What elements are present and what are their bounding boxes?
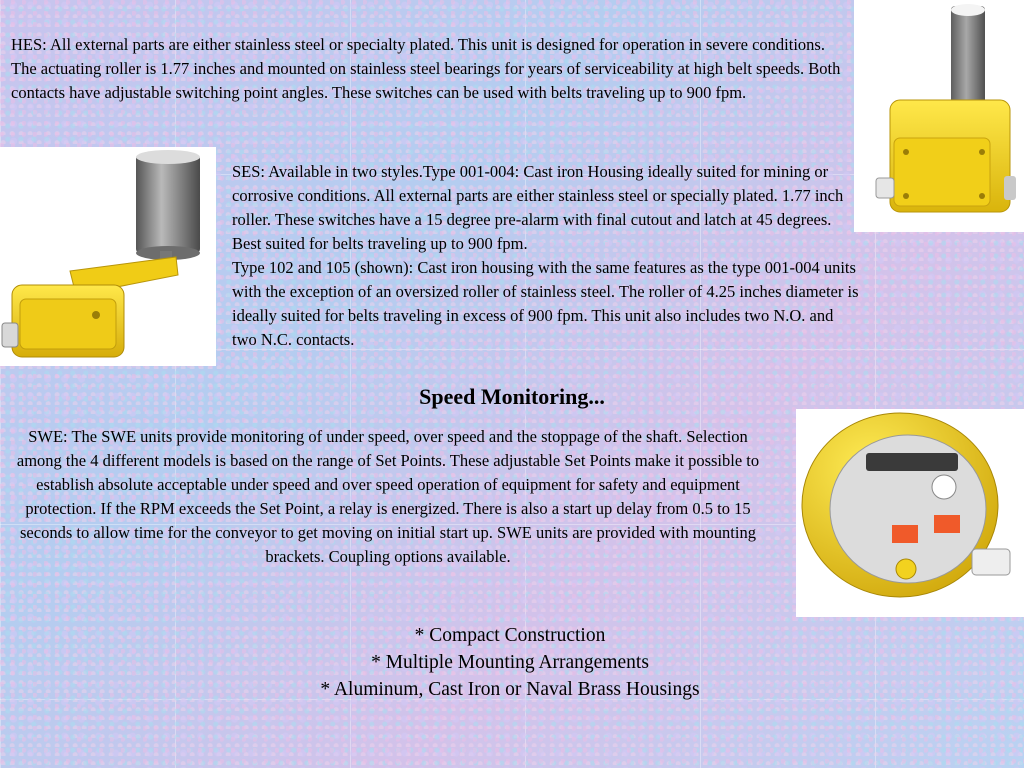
- ses-description: [232, 160, 862, 352]
- feature-item: * Compact Construction: [414, 625, 606, 646]
- speed-monitoring-heading: Speed Monitoring...: [419, 384, 605, 409]
- feature-item: * Multiple Mounting Arrangements: [371, 652, 649, 673]
- ses-paragraph-1: SES: Available in two styles.Type 001-004: Cast iron Housing ideally suited for mining or corrosive conditions. All external parts are either stainless steel or specially plated. 1.77 inch roller. These switches have a 15 degree pre-alarm with final cutout and latch at 45 degrees. Best suited for belts traveling up to 900 fpm.: [232, 162, 844, 253]
- hes-description: HES: All external parts are either stainless steel or specialty plated. This unit is designed for operation in severe conditions. The actuating roller is 1.77 inches and mounted on stainless steel bearings for years of serviceability at high belt speeds. Both contacts have adjustable switching point angles. These switches can be used with belts traveling up to 900 fpm.: [11, 35, 841, 102]
- feature-list: [250, 622, 770, 703]
- feature-item: * Aluminum, Cast Iron or Naval Brass Housings: [320, 679, 700, 700]
- ses-paragraph-2: Type 102 and 105 (shown): Cast iron housing with the same features as the type 001-004 units with the exception of an oversized roller of stainless steel. The roller of 4.25 inches diameter is ideally suited for belts traveling in excess of 900 fpm. This unit also includes two N.O. and two N.C. contacts.: [232, 258, 859, 349]
- ses-switch-photo: [0, 147, 216, 366]
- swe-monitor-photo: [796, 409, 1024, 617]
- swe-description: SWE: The SWE units provide monitoring of under speed, over speed and the stoppage of the shaft. Selection among the 4 different models is based on the range of Set Points. These adjustable Set Points make it possible to establish absolute acceptable under speed and over speed operation of equipment for safety and equipment protection. If the RPM exceeds the Set Point, a relay is energized. There is also a start up delay from 0.5 to 15 seconds to allow time for the conveyor to get moving on initial start up. SWE units are provided with mounting brackets. Coupling options available.: [16, 427, 760, 566]
- hes-switch-photo: [854, 0, 1024, 232]
